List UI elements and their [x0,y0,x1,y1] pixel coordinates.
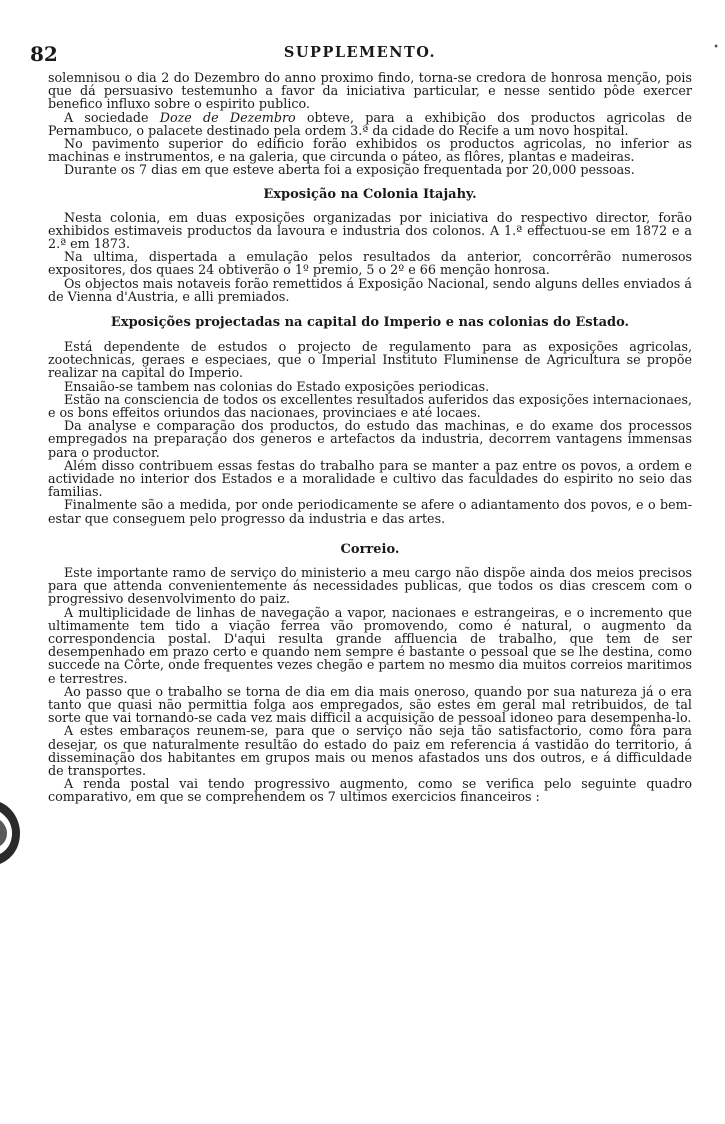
paragraph [48,111,692,137]
paragraph: Este importante ramo de serviço do ministerio a meu cargo não dispõe ainda dos meios precisos para que attenda convenientemente ás necessidades publicas, que todos os dias crescem com o progressivo desenvolvimento do paiz. [48,564,692,607]
running-title: SUPPLEMENTO. [283,44,437,61]
paragraph: Durante os 7 dias em que esteve aberta foi a exposição frequentada por 20,000 pessoas. [64,162,635,178]
section-heading: Exposição na Colonia Itajahy. [263,186,477,202]
paragraph: Está dependente de estudos o projecto de regulamento para as exposições agricolas, zootechnicas, geraes e especiaes, que o Imperial Instituto Fluminense de Agricultura se propõe realizar na capital do Imperio. [48,339,692,381]
paragraph: Os objectos mais notaveis forão remettidos á Exposição Nacional, sendo alguns delles enviados á de Vienna d'Austria, e alli premiados. [48,275,692,304]
text-run: A sociedade [64,109,160,125]
binding-hole-mark [0,798,22,868]
society-name: Doze de Dezembro [159,109,296,125]
paragraph: solemnisou o dia 2 do Dezembro do anno proximo findo, torna-se credora de honrosa menção, pois que dá persuasivo testemunho a favor da iniciativa particular, e nesse sentido pôde exercer benefico influxo sobre o espirito publico. [48,70,692,112]
paragraph: Finalmente são a medida, por onde periodicamente se afere o adiantamento dos povos, e o bem-estar que conseguem pelo progresso da industria e das artes. [48,497,692,526]
text-run: obteve, para a exhibição dos productos agricolas de Pernambuco, o palacete destinado pela ordem 3.ª da cidade do Recife a um novo hospital. [48,109,692,138]
paragraph: No pavimento superior do edificio forão exhibidos os productos agricolas, no inferior as machinas e instrumentos, e na galeria, que circunda o páteo, as flôres, plantas e madeiras. [48,136,692,165]
paragraph: Além disso contribuem essas festas do trabalho para se manter a paz entre os povos, a ordem e actividade no interior dos Estados e a moralidade e cultivo das faculdades do espirito no seio das familias. [48,457,692,500]
paragraph: Na ultima, dispertada a emulação pelos resultados da anterior, concorrêrão numerosos expositores, dos quaes 24 obtiverão o 1º premio, 5 o 2º e 66 menção honrosa. [48,249,692,278]
paragraph: A estes embaraços reunem-se, para que o serviço não seja tão satisfactorio, como fôra para desejar, os que naturalmente resultão do estado do paiz em referencia á vastidão do territorio, á disseminação dos habitantes em grupos mais ou menos afastados uns dos outros, e á difficuldade de transportes. [48,723,692,778]
section-heading: Exposições projectadas na capital do Imperio e nas colonias do Estado. [110,315,630,331]
section-heading: Correio. [340,541,400,557]
margin-speck: • [713,42,719,53]
page-number: 82 [30,42,58,66]
paragraph: Ensaião-se tambem nas colonias do Estado exposições periodicas. [64,378,490,394]
page-body [48,71,692,804]
paragraph: Ao passo que o trabalho se torna de dia em dia mais oneroso, quando por sua natureza já o era tanto que quasi não permittia folga aos empregados, são estes em geral mal retribuidos, de tal sorte que vai tornando-se cada vez mais difficil a acquisição de pessoal idoneo para desempenha-lo. [48,683,692,726]
paragraph: Da analyse e comparação dos productos, do estudo das machinas, e do exame dos processos empregados na preparação dos generos e artefactos da industria, decorrem vantagens immensas para o productor. [48,418,692,460]
paragraph: A renda postal vai tendo progressivo augmento, como se verifica pelo seguinte quadro comparativo, em que se comprehendem os 7 ultimos exercicios financeiros : [48,776,692,805]
paragraph: Nesta colonia, em duas exposições organizadas por iniciativa do respectivo director, forão exhibidos estimaveis productos da lavoura e industria dos colonos. A 1.ª effectuou-se em 1872 e a 2.ª em 1873. [48,209,692,252]
paragraph: A multiplicidade de linhas de navegação a vapor, nacionaes e estrangeiras, e o incremento que ultimamente tem tido a viação ferrea vão promovendo, como é natural, o augmento da correspondencia postal. D'aqui resulta grande affluencia de trabalho, que tem de ser desempenhado em prazo certo e quando nem sempre é bastante o pessoal que se lhe destina, como succede na Côrte, onde frequentes vezes chegão e partem no mesmo dia muitos correios maritimos e terrestres. [48,604,692,686]
page-header [30,42,690,68]
paragraph: Estão na consciencia de todos os excellentes resultados auferidos das exposições internacionaes, e os bons effeitos oriundos das nacionaes, provinciaes e até locaes. [48,391,692,421]
